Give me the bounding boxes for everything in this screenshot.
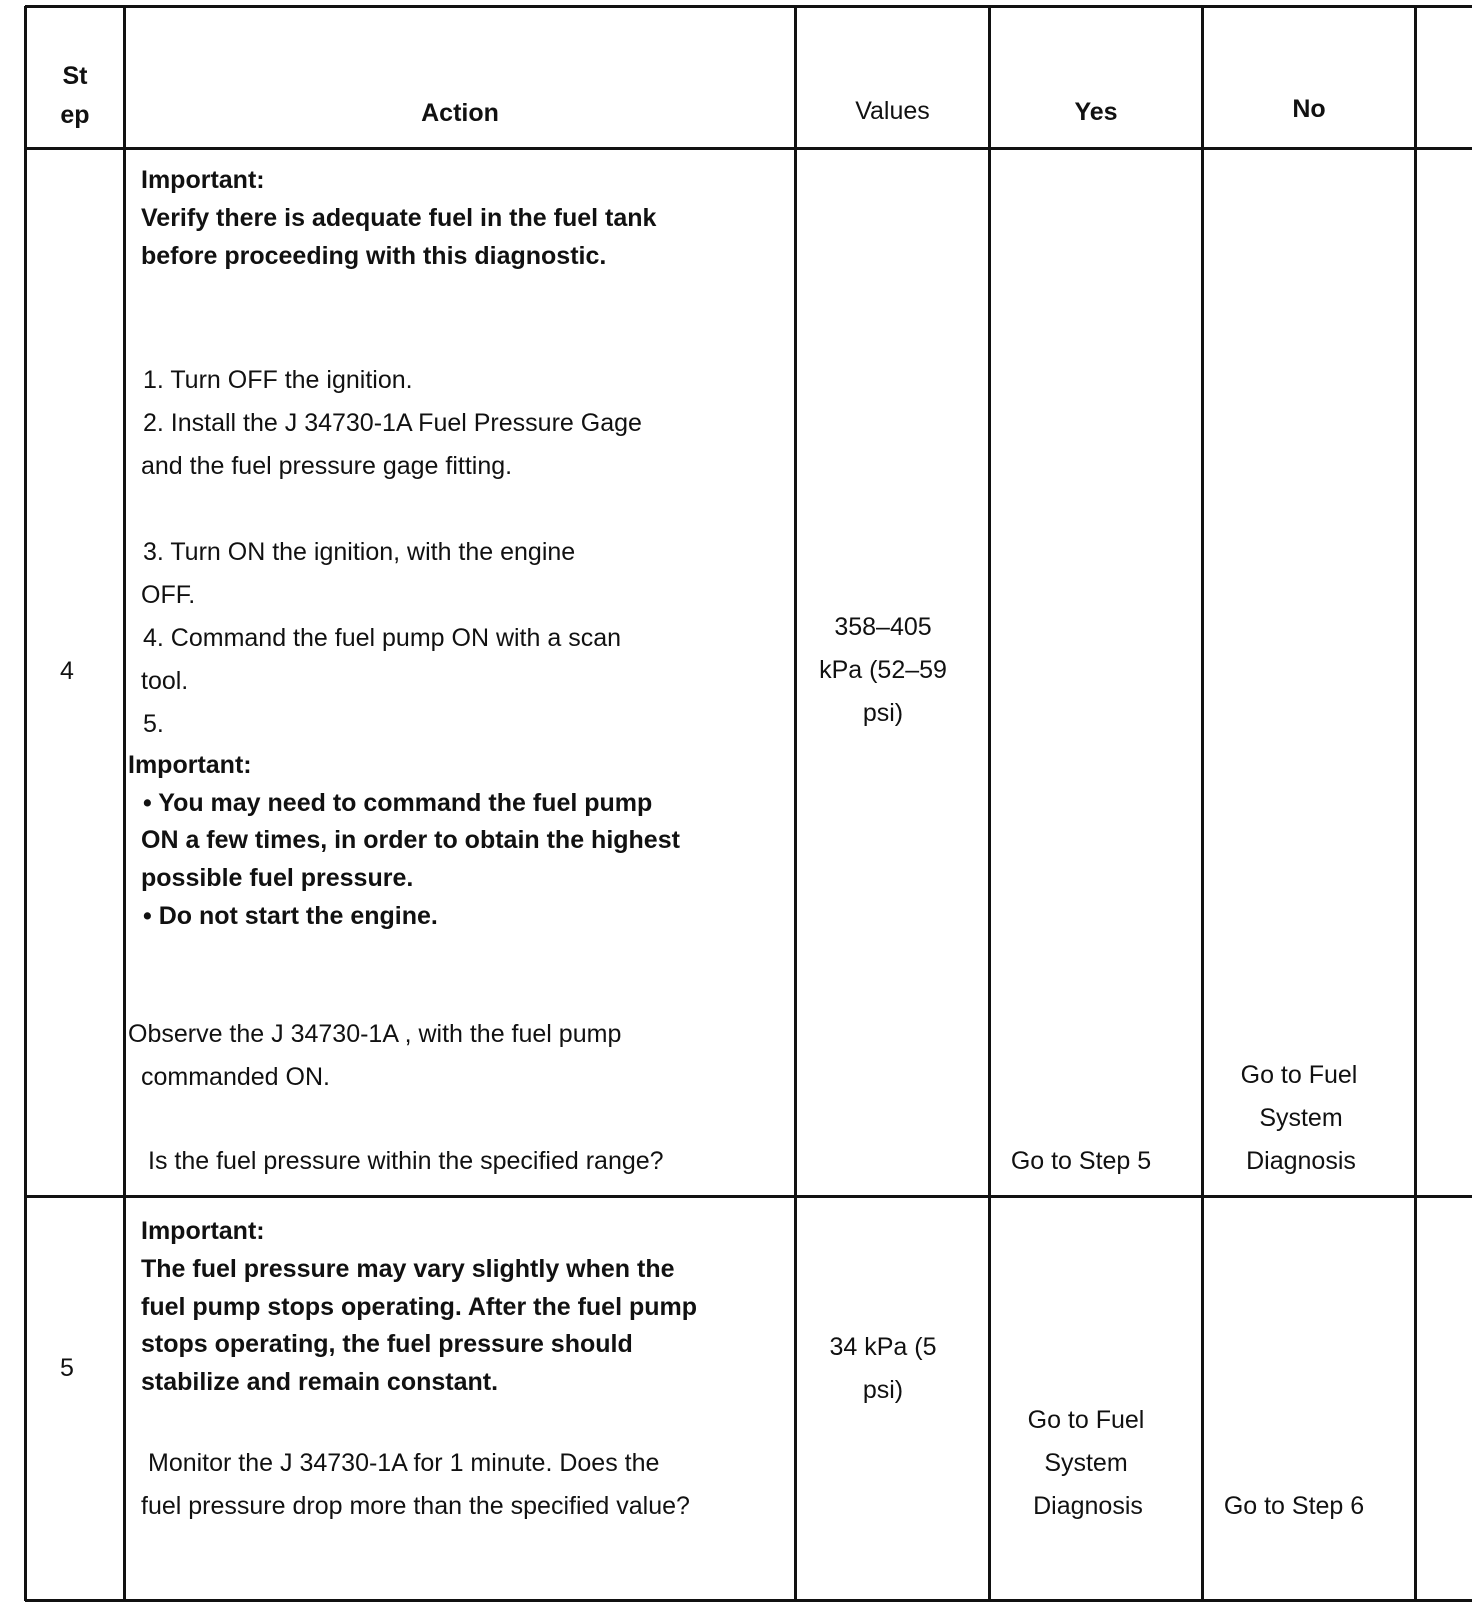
- row4-bottom-border: [25, 1195, 1472, 1198]
- header-step-line1: St: [62, 62, 88, 90]
- row5-monitor: Monitor the J 34730-1A for 1 minute. Does the: [148, 1449, 660, 1477]
- row4-instruction: 1. Turn OFF the ignition.: [143, 366, 413, 394]
- row5-important-text: The fuel pressure may vary slightly when the: [141, 1255, 675, 1283]
- row5-monitor: fuel pressure drop more than the specified value?: [141, 1492, 690, 1520]
- header-no: No: [1292, 95, 1326, 123]
- row5-yes: System: [1044, 1449, 1128, 1477]
- values-yes-divider: [988, 6, 991, 1601]
- row4-values: 358–405: [834, 613, 932, 641]
- table-bottom-border: [25, 1599, 1472, 1602]
- row4-instruction: and the fuel pressure gage fitting.: [141, 452, 513, 480]
- row4-important-text: before proceeding with this diagnostic.: [141, 242, 607, 270]
- header-step-line2: ep: [60, 101, 90, 129]
- row4-important2-label: Important:: [128, 751, 252, 779]
- row5-no: Go to Step 6: [1223, 1492, 1365, 1520]
- row4-important-label: Important:: [141, 166, 265, 194]
- row4-observe: commanded ON.: [141, 1063, 330, 1091]
- row4-instruction: 3. Turn ON the ignition, with the engine: [143, 538, 576, 566]
- row4-instruction: 5.: [143, 710, 164, 738]
- row4-instruction: tool.: [141, 667, 189, 695]
- row4-values: kPa (52–59: [819, 656, 947, 684]
- row5-important-label: Important:: [141, 1217, 265, 1245]
- row4-step: 4: [60, 657, 74, 685]
- row4-instruction: 4. Command the fuel pump ON with a scan: [143, 624, 622, 652]
- row4-instruction: OFF.: [141, 581, 196, 609]
- row4-no: Go to Fuel: [1240, 1061, 1358, 1089]
- table-right-border: [1414, 6, 1417, 1601]
- row5-important-text: stops operating, the fuel pressure should: [141, 1330, 633, 1358]
- row5-values: psi): [862, 1376, 904, 1404]
- row4-observe: Observe the J 34730-1A , with the fuel pump: [128, 1020, 622, 1048]
- row4-no: System: [1259, 1104, 1343, 1132]
- header-yes: Yes: [1074, 98, 1118, 126]
- row5-yes: Go to Fuel: [1027, 1406, 1145, 1434]
- step-action-divider: [123, 6, 126, 1601]
- row4-bullet: • You may need to command the fuel pump: [143, 789, 653, 817]
- row4-important-text: Verify there is adequate fuel in the fuel tank: [141, 204, 657, 232]
- header-action: Action: [421, 99, 499, 127]
- table-top-border: [25, 5, 1472, 8]
- row4-bullet: ON a few times, in order to obtain the highest: [141, 826, 680, 854]
- row5-important-text: fuel pump stops operating. After the fuel pump: [141, 1293, 698, 1321]
- row5-step: 5: [60, 1354, 74, 1382]
- yes-no-divider: [1201, 6, 1204, 1601]
- row5-yes: Diagnosis: [1033, 1492, 1143, 1520]
- row4-bullet: possible fuel pressure.: [141, 864, 414, 892]
- row5-important-text: stabilize and remain constant.: [141, 1368, 499, 1396]
- header-values: Values: [855, 97, 930, 125]
- row4-yes: Go to Step 5: [1010, 1147, 1152, 1175]
- header-bottom-border: [25, 147, 1472, 150]
- row4-instruction: 2. Install the J 34730-1A Fuel Pressure Gage: [143, 409, 642, 437]
- row4-values: psi): [862, 699, 904, 727]
- row5-values: 34 kPa (5: [829, 1333, 937, 1361]
- row4-question: Is the fuel pressure within the specified range?: [148, 1147, 664, 1175]
- row4-bullet: • Do not start the engine.: [143, 902, 438, 930]
- row4-no: Diagnosis: [1246, 1147, 1356, 1175]
